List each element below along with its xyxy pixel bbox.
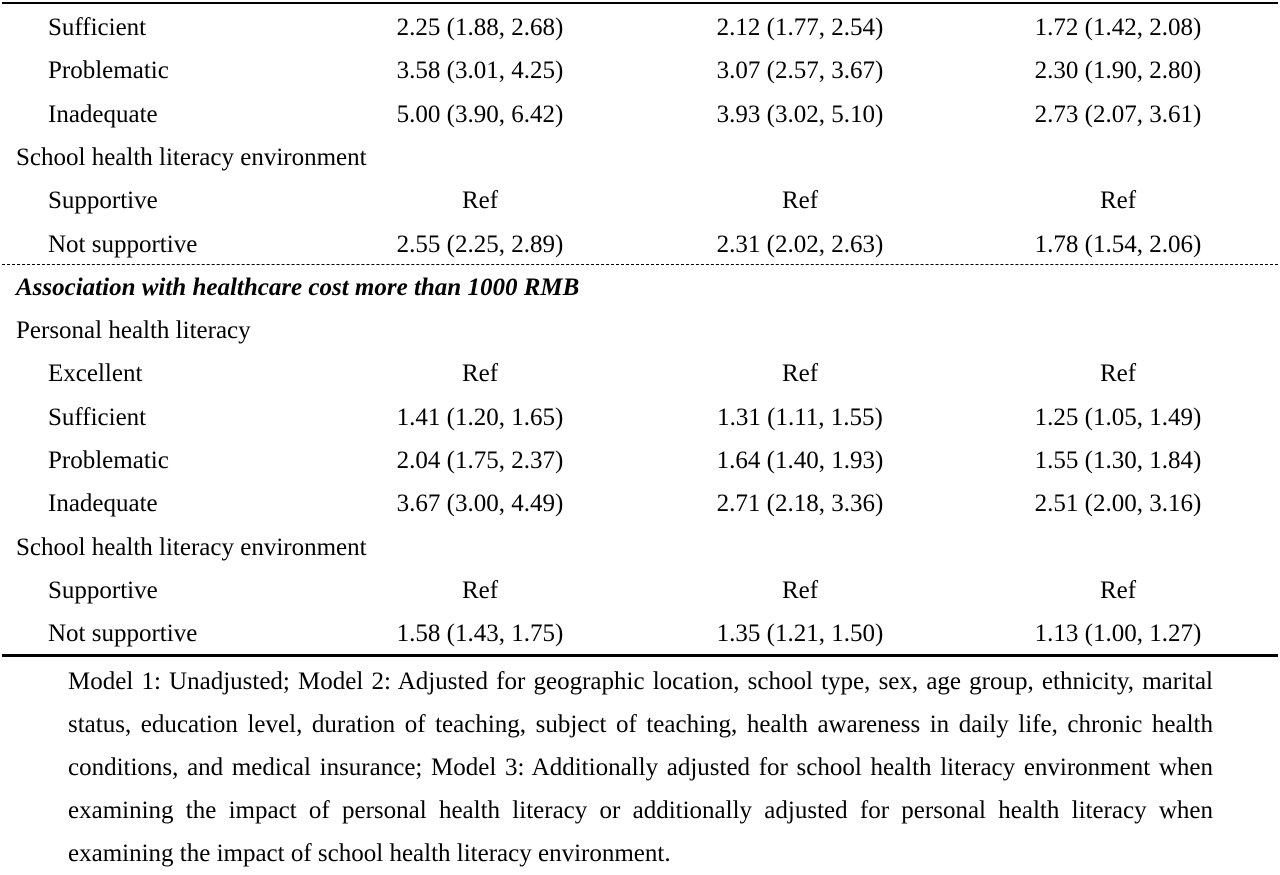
section-heading [0,266,1280,309]
model-1-value: 1.41 (1.20, 1.65) [396,403,564,431]
row-label: Supportive [48,187,158,215]
model-3-value: Ref [1099,187,1137,215]
row-label: Not supportive [48,620,198,648]
model-3-value: 1.78 (1.54, 2.06) [1034,230,1202,258]
model-1-value: 2.25 (1.88, 2.68) [396,14,564,41]
model-1-value: 1.58 (1.43, 1.75) [396,620,564,648]
model-3-value: 2.73 (2.07, 3.61) [1034,100,1202,128]
table-row [0,93,1280,136]
model-1-value: 3.58 (3.01, 4.25) [396,57,564,85]
table-row [0,482,1280,525]
table-row [0,6,1280,49]
row-label: Excellent [48,360,143,388]
model-1-value: 5.00 (3.90, 6.42) [396,100,564,128]
table-row [0,612,1280,655]
heading-label: School health literacy environment [16,533,367,561]
model-1-value: 2.04 (1.75, 2.37) [396,447,564,474]
table-row [0,439,1280,482]
section-divider [2,264,1278,265]
model-2-value: 2.12 (1.77, 2.54) [716,14,884,41]
row-label: Supportive [48,576,158,604]
model-2-value: 1.64 (1.40, 1.93) [716,447,884,474]
table-top-rule [2,2,1278,4]
model-2-value: 1.35 (1.21, 1.50) [716,620,884,648]
model-3-value: 2.51 (2.00, 3.16) [1034,490,1202,518]
model-3-value: 1.55 (1.30, 1.84) [1034,447,1202,474]
model-2-value: Ref [781,360,819,388]
heading-label: School health literacy environment [16,143,367,171]
heading-label: Association with healthcare cost more than 1000 RMB [16,273,580,301]
model-3-value: 2.30 (1.90, 2.80) [1034,57,1202,85]
group-heading [0,136,1280,179]
row-label: Sufficient [48,403,147,431]
model-3-value: 1.72 (1.42, 2.08) [1034,14,1202,41]
model-1-value: 2.55 (2.25, 2.89) [396,230,564,258]
model-3-value: 1.25 (1.05, 1.49) [1034,403,1202,431]
table-row [0,569,1280,612]
model-3-value: Ref [1099,576,1137,604]
table-row [0,352,1280,395]
row-label: Inadequate [48,100,158,128]
model-1-value: Ref [461,576,499,604]
model-3-value: Ref [1099,360,1137,388]
model-2-value: 1.31 (1.11, 1.55) [717,403,883,431]
group-heading [0,526,1280,569]
heading-label: Personal health literacy [16,317,251,345]
row-label: Inadequate [48,490,158,518]
model-2-value: 2.71 (2.18, 3.36) [716,490,884,518]
table-row [0,396,1280,439]
table-row [0,223,1280,266]
table-footnote: Model 1: Unadjusted; Model 2: Adjusted for geographic location, school type, sex, age group, ethnicity, marital status, education level, duration of teaching, subject of teaching, health awareness in daily life, chronic health conditions, and medical insurance; Model 3: Additionally adjusted for school health literacy environment when examining the impact of personal health literacy or additionally adjusted for personal health literacy when examining the impact of school health literacy environment. [68,668,1213,867]
model-2-value: 2.31 (2.02, 2.63) [716,230,884,258]
group-heading [0,309,1280,352]
model-2-value: 3.07 (2.57, 3.67) [716,57,884,85]
row-label: Problematic [48,447,169,474]
model-1-value: Ref [461,360,499,388]
model-2-value: Ref [781,576,819,604]
model-3-value: 1.13 (1.00, 1.27) [1034,620,1202,648]
model-1-value: 3.67 (3.00, 4.49) [396,490,564,518]
table-row [0,49,1280,92]
row-label: Problematic [48,57,169,85]
model-2-value: 3.93 (3.02, 5.10) [716,100,884,128]
row-label: Sufficient [48,14,147,41]
table-bottom-rule [2,654,1278,657]
table-row [0,179,1280,222]
row-label: Not supportive [48,230,198,258]
model-2-value: Ref [781,187,819,215]
model-1-value: Ref [461,187,499,215]
